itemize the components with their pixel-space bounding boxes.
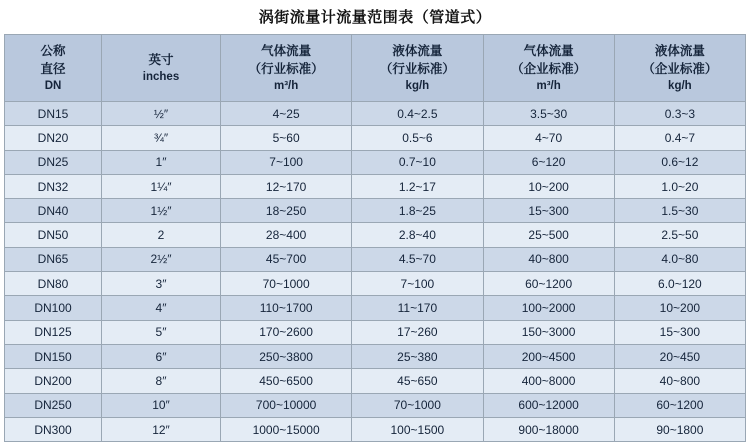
- cell-liquid-flow-industry: 45~650: [352, 369, 483, 393]
- cell-inches: 10″: [102, 393, 221, 417]
- header-line-2: 直径: [40, 61, 66, 76]
- cell-liquid-flow-industry: 1.8~25: [352, 199, 483, 223]
- cell-nominal-diameter: DN125: [5, 320, 102, 344]
- cell-liquid-flow-industry: 0.4~2.5: [352, 102, 483, 126]
- header-line-2: （行业标准）: [379, 61, 455, 76]
- cell-liquid-flow-enterprise: 20~450: [614, 344, 745, 368]
- cell-gas-flow-enterprise: 600~12000: [483, 393, 614, 417]
- cell-nominal-diameter: DN200: [5, 369, 102, 393]
- cell-liquid-flow-enterprise: 0.6~12: [614, 150, 745, 174]
- cell-gas-flow-industry: 170~2600: [221, 320, 352, 344]
- cell-liquid-flow-enterprise: 1.0~20: [614, 174, 745, 198]
- cell-gas-flow-enterprise: 15~300: [483, 199, 614, 223]
- header-line-2: （企业标准）: [642, 61, 718, 76]
- header-line-1: 公称: [40, 43, 66, 58]
- table-row: [5, 223, 746, 247]
- cell-nominal-diameter: DN250: [5, 393, 102, 417]
- table-row: [5, 174, 746, 198]
- table-row: [5, 344, 746, 368]
- cell-inches: 6″: [102, 344, 221, 368]
- header-line-3: kg/h: [668, 79, 692, 92]
- cell-gas-flow-industry: 1000~15000: [221, 417, 352, 441]
- table-row: [5, 150, 746, 174]
- cell-liquid-flow-enterprise: 1.5~30: [614, 199, 745, 223]
- header-line-3: m³/h: [536, 79, 561, 92]
- cell-liquid-flow-enterprise: 0.4~7: [614, 126, 745, 150]
- cell-inches: 8″: [102, 369, 221, 393]
- cell-gas-flow-industry: 45~700: [221, 247, 352, 271]
- cell-inches: 4″: [102, 296, 221, 320]
- cell-liquid-flow-enterprise: 6.0~120: [614, 272, 745, 296]
- header-line-2: （企业标准）: [511, 61, 587, 76]
- header-line-3: kg/h: [405, 79, 430, 92]
- cell-liquid-flow-enterprise: 10~200: [614, 296, 745, 320]
- table-row: [5, 126, 746, 150]
- table-row: [5, 393, 746, 417]
- header-line-1: 英寸: [148, 52, 174, 67]
- header-line-3: inches: [142, 70, 180, 83]
- cell-gas-flow-enterprise: 40~800: [483, 247, 614, 271]
- cell-gas-flow-industry: 18~250: [221, 199, 352, 223]
- table-row: [5, 272, 746, 296]
- cell-gas-flow-industry: 12~170: [221, 174, 352, 198]
- header-line-1: 液体流量: [654, 43, 705, 58]
- cell-nominal-diameter: DN25: [5, 150, 102, 174]
- table-body: [5, 102, 746, 442]
- cell-liquid-flow-industry: 1.2~17: [352, 174, 483, 198]
- cell-nominal-diameter: DN32: [5, 174, 102, 198]
- table-row: [5, 102, 746, 126]
- cell-liquid-flow-industry: 100~1500: [352, 417, 483, 441]
- table-row: [5, 296, 746, 320]
- cell-gas-flow-enterprise: 6~120: [483, 150, 614, 174]
- cell-nominal-diameter: DN15: [5, 102, 102, 126]
- header-line-3: DN: [44, 79, 62, 92]
- cell-liquid-flow-enterprise: 4.0~80: [614, 247, 745, 271]
- table-row: [5, 247, 746, 271]
- cell-nominal-diameter: DN40: [5, 199, 102, 223]
- cell-liquid-flow-industry: 4.5~70: [352, 247, 483, 271]
- cell-nominal-diameter: DN100: [5, 296, 102, 320]
- column-header-nominal-diameter: [5, 35, 102, 102]
- column-header-liquid-flow-enterprise: [614, 35, 745, 102]
- table-header-row: [5, 35, 746, 102]
- header-line-1: 气体流量: [261, 43, 312, 58]
- cell-liquid-flow-industry: 17~260: [352, 320, 483, 344]
- cell-nominal-diameter: DN80: [5, 272, 102, 296]
- cell-nominal-diameter: DN65: [5, 247, 102, 271]
- column-header-gas-flow-industry: [221, 35, 352, 102]
- cell-liquid-flow-enterprise: 0.3~3: [614, 102, 745, 126]
- cell-gas-flow-enterprise: 900~18000: [483, 417, 614, 441]
- header-line-2: （行业标准）: [248, 61, 324, 76]
- cell-gas-flow-enterprise: 100~2000: [483, 296, 614, 320]
- cell-liquid-flow-industry: 11~170: [352, 296, 483, 320]
- cell-liquid-flow-enterprise: 2.5~50: [614, 223, 745, 247]
- cell-liquid-flow-industry: 0.7~10: [352, 150, 483, 174]
- cell-gas-flow-enterprise: 25~500: [483, 223, 614, 247]
- cell-liquid-flow-industry: 0.5~6: [352, 126, 483, 150]
- cell-gas-flow-industry: 7~100: [221, 150, 352, 174]
- cell-inches: 1″: [102, 150, 221, 174]
- cell-inches: ¾″: [102, 126, 221, 150]
- cell-inches: 12″: [102, 417, 221, 441]
- cell-inches: ½″: [102, 102, 221, 126]
- cell-inches: 2½″: [102, 247, 221, 271]
- cell-inches: 1¼″: [102, 174, 221, 198]
- cell-gas-flow-enterprise: 60~1200: [483, 272, 614, 296]
- cell-liquid-flow-enterprise: 40~800: [614, 369, 745, 393]
- table-row: [5, 417, 746, 441]
- column-header-inches: [102, 35, 221, 102]
- cell-gas-flow-enterprise: 150~3000: [483, 320, 614, 344]
- cell-inches: 3″: [102, 272, 221, 296]
- cell-gas-flow-industry: 450~6500: [221, 369, 352, 393]
- table-row: [5, 320, 746, 344]
- cell-liquid-flow-enterprise: 60~1200: [614, 393, 745, 417]
- cell-inches: 1½″: [102, 199, 221, 223]
- cell-liquid-flow-industry: 70~1000: [352, 393, 483, 417]
- cell-gas-flow-industry: 250~3800: [221, 344, 352, 368]
- column-header-gas-flow-enterprise: [483, 35, 614, 102]
- header-line-3: m³/h: [273, 79, 299, 92]
- table-header: [5, 35, 746, 102]
- cell-nominal-diameter: DN300: [5, 417, 102, 441]
- header-line-1: 气体流量: [523, 43, 574, 58]
- cell-gas-flow-enterprise: 3.5~30: [483, 102, 614, 126]
- cell-gas-flow-enterprise: 200~4500: [483, 344, 614, 368]
- cell-nominal-diameter: DN150: [5, 344, 102, 368]
- cell-gas-flow-industry: 5~60: [221, 126, 352, 150]
- cell-gas-flow-industry: 110~1700: [221, 296, 352, 320]
- page-title: 涡街流量计流量范围表（管道式）: [258, 9, 492, 26]
- cell-liquid-flow-industry: 25~380: [352, 344, 483, 368]
- cell-liquid-flow-industry: 2.8~40: [352, 223, 483, 247]
- cell-inches: 5″: [102, 320, 221, 344]
- cell-gas-flow-enterprise: 400~8000: [483, 369, 614, 393]
- cell-gas-flow-enterprise: 10~200: [483, 174, 614, 198]
- column-header-liquid-flow-industry: [352, 35, 483, 102]
- cell-inches: 2: [102, 223, 221, 247]
- flow-range-table: [4, 34, 746, 442]
- cell-liquid-flow-enterprise: 15~300: [614, 320, 745, 344]
- cell-liquid-flow-industry: 7~100: [352, 272, 483, 296]
- cell-nominal-diameter: DN20: [5, 126, 102, 150]
- table-row: [5, 369, 746, 393]
- cell-gas-flow-industry: 28~400: [221, 223, 352, 247]
- cell-gas-flow-industry: 4~25: [221, 102, 352, 126]
- cell-nominal-diameter: DN50: [5, 223, 102, 247]
- cell-liquid-flow-enterprise: 90~1800: [614, 417, 745, 441]
- cell-gas-flow-enterprise: 4~70: [483, 126, 614, 150]
- header-line-1: 液体流量: [392, 43, 443, 58]
- cell-gas-flow-industry: 70~1000: [221, 272, 352, 296]
- cell-gas-flow-industry: 700~10000: [221, 393, 352, 417]
- table-row: [5, 199, 746, 223]
